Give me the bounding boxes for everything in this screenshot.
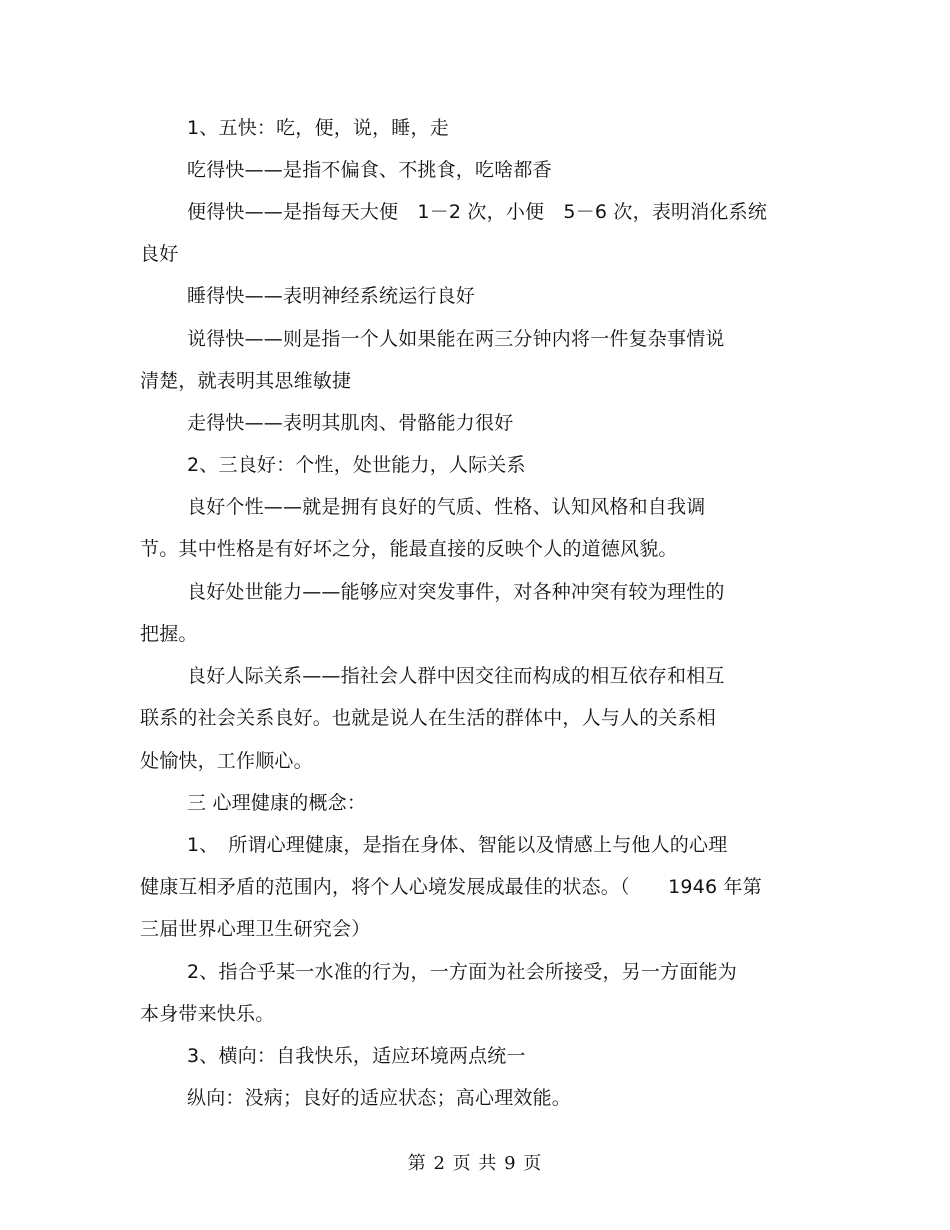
text-line: 处愉快，工作顺心。: [140, 750, 313, 772]
text-line: 健康互相矛盾的范围内，将个人心境发展成最佳的状态。（ 1946 年第: [140, 876, 762, 898]
text-line: 良好: [140, 243, 179, 265]
text-line: 便得快——是指每天大便 1－2 次，小便 5－6 次，表明消化系统: [187, 201, 768, 223]
page-number-footer: 第 2 页 共 9 页: [407, 1153, 543, 1174]
text-line: 吃得快——是指不偏食、不挑食，吃啥都香: [187, 159, 552, 181]
text-line: 3、横向：自我快乐，适应环境两点统一: [187, 1045, 526, 1067]
text-line: 清楚，就表明其思维敏捷: [140, 370, 352, 392]
text-line: 三届世界心理卫生研究会）: [140, 918, 371, 940]
text-line: 三 心理健康的概念：: [187, 792, 367, 814]
text-line: 说得快——则是指一个人如果能在两三分钟内将一件复杂事情说: [187, 328, 725, 350]
text-line: 2、三良好：个性，处世能力，人际关系: [187, 454, 526, 476]
text-line: 睡得快——表明神经系统运行良好: [187, 285, 476, 307]
text-line: 本身带来快乐。: [140, 1003, 275, 1025]
text-line: 良好个性——就是拥有良好的气质、性格、认知风格和自我调: [187, 496, 706, 518]
text-line: 2、指合乎某一水准的行为，一方面为社会所接受，另一方面能为: [187, 961, 737, 983]
text-line: 把握。: [140, 623, 198, 645]
text-line: 走得快——表明其肌肉、骨骼能力很好: [187, 412, 514, 434]
text-line: 节。其中性格是有好坏之分，能最直接的反映个人的道德风貌。: [140, 538, 678, 560]
text-line: 良好处世能力——能够应对突发事件，对各种冲突有较为理性的: [187, 581, 725, 603]
text-line: 1、五快：吃，便，说，睡，走: [187, 117, 449, 139]
text-line: 良好人际关系——指社会人群中因交往而构成的相互依存和相互: [187, 665, 725, 687]
text-line: 联系的社会关系良好。也就是说人在生活的群体中，人与人的关系相: [140, 707, 717, 729]
text-line: 1、 所谓心理健康，是指在身体、智能以及情感上与他人的心理: [187, 834, 728, 856]
text-line: 纵向：没病；良好的适应状态；高心理效能。: [187, 1087, 572, 1109]
